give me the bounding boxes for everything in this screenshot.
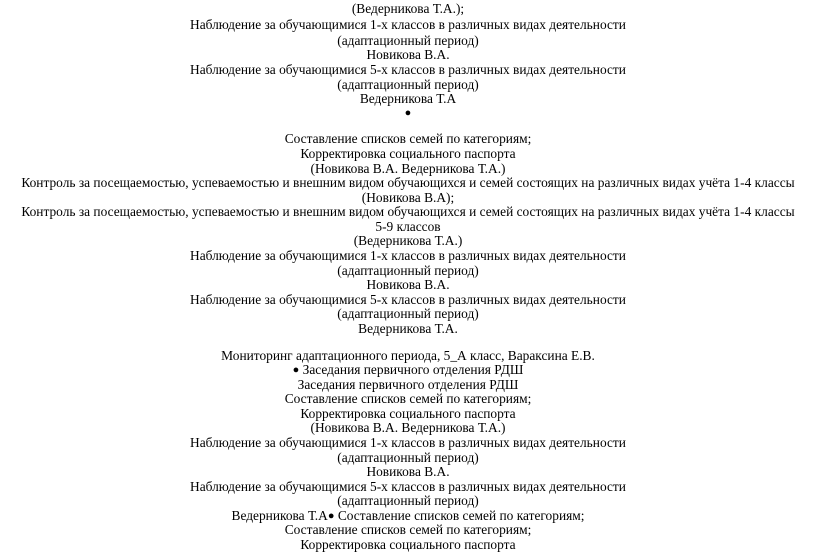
text-line: (Новикова В.А);	[361, 190, 455, 205]
text-line: Заседания первичного отделения РДШ	[297, 377, 519, 392]
text-line: (адаптационный период)	[337, 493, 479, 508]
text-line: Новикова В.А.	[366, 464, 450, 479]
text-line: (адаптационный период)	[337, 77, 479, 92]
text-line: Ведерникова Т.А.	[358, 321, 458, 336]
bulleted-line: ● Заседания первичного отделения РДШ	[292, 362, 524, 377]
text-line: Наблюдение за обучающимися 1-х классов в различных видах деятельности	[190, 435, 626, 450]
text-line: Контроль за посещаемостью, успеваемостью и внешним видом обучающихся и семей состоящих на различных видах учёта 1-4 классы	[21, 204, 795, 219]
text-line: Контроль за посещаемостью, успеваемостью и внешним видом обучающихся и семей состоящих на различных видах учёта 1-4 классы	[21, 175, 795, 190]
text-line: (адаптационный период)	[337, 33, 479, 48]
text-line: (адаптационный период)	[337, 450, 479, 465]
text-line: Ведерникова Т.А	[359, 91, 457, 106]
text-line: Наблюдение за обучающимися 1-х классов в различных видах деятельности	[190, 248, 626, 263]
text-line: Наблюдение за обучающимися 5-х классов в различных видах деятельности	[190, 292, 626, 307]
bullet-line	[0, 104, 816, 122]
text-line: Новикова В.А.	[366, 47, 450, 62]
text-line: Мониторинг адаптационного периода, 5_А класс, Вараксина Е.В.	[221, 348, 595, 363]
text-line: (Новикова В.А. Ведерникова Т.А.)	[310, 420, 506, 435]
text-line: Составление списков семей по категориям;	[284, 131, 532, 146]
text-line: (адаптационный период)	[337, 306, 479, 321]
text-line: Составление списков семей по категориям;	[284, 391, 532, 406]
text-line: Корректировка социального паспорта	[300, 537, 516, 552]
bullet-icon: ●	[327, 510, 335, 522]
text-line: Наблюдение за обучающимися 1-х классов в различных видах деятельности	[190, 17, 626, 32]
bulleted-line: Ведерникова Т.А● Составление списков семей по категориям;	[231, 508, 585, 523]
bullet-icon: ●	[404, 107, 412, 119]
text-line: Наблюдение за обучающимися 5-х классов в различных видах деятельности	[190, 62, 626, 77]
text-line: Наблюдение за обучающимися 5-х классов в различных видах деятельности	[190, 479, 626, 494]
text-line: Корректировка социального паспорта	[300, 146, 516, 161]
text-line: (адаптационный период)	[337, 263, 479, 278]
text-line: Корректировка социального паспорта	[300, 406, 516, 421]
bullet-icon: ●	[292, 364, 300, 376]
text-line: (Ведерникова Т.А.);	[351, 1, 465, 16]
text-line: Составление списков семей по категориям;	[284, 522, 532, 537]
text-line: (Ведерникова Т.А.)	[353, 233, 463, 248]
text-line: (Новикова В.А. Ведерникова Т.А.)	[310, 161, 506, 176]
text-line: 5-9 классов	[375, 219, 441, 234]
text-line: Новикова В.А.	[366, 277, 450, 292]
